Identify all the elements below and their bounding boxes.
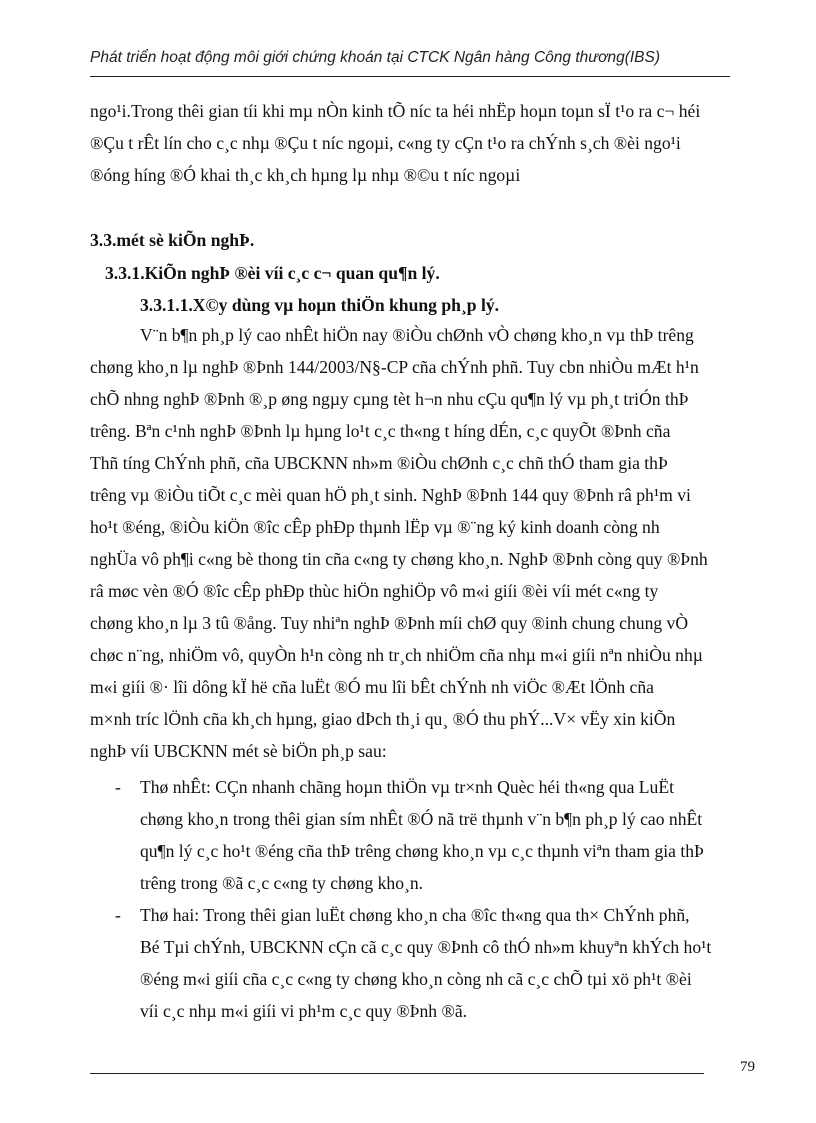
text-line: chøng kho¸n trong thêi gian sím nhÊt ®Ó nã trë thµnh v¨n b¶n ph¸p lý cao nhÊt [140, 809, 703, 829]
text-line: trêng trong ®ã c¸c c«ng ty chøng kho¸n. [140, 873, 424, 893]
text-line: râ møc vèn ®Ó ®îc cÊp phÐp thùc hiÖn nghiÖp vô m«i giíi ®èi víi mét c«ng ty [90, 581, 659, 601]
text-line: nghÜa vô ph¶i c«ng bè thong tin cña c«ng ty chøng kho¸n. NghÞ ®Þnh còng quy ®Þnh [90, 549, 708, 569]
text-line: m«i giíi ®· lîi dông kÏ hë cña luËt ®Ó mu lîi bÊt chÝnh nh viÖc ®Æt lÖnh cña [90, 677, 654, 697]
text-line: trêng vµ ®iÒu tiÕt c¸c mèi quan hÖ ph¸t sinh. NghÞ ®Þnh 144 quy ®Þnh râ ph¹m vi [90, 485, 691, 505]
section-heading-3-3-1-1: 3.3.1.1.X©y dùng vµ hoµn thiÖn khung ph¸p lý. [140, 295, 500, 315]
text-line: chøng kho¸n lµ nghÞ ®Þnh 144/2003/N§-CP cña chÝnh phñ. Tuy cbn nhiÒu mÆt h¹n [90, 357, 699, 377]
bullet-marker: - [115, 777, 121, 797]
text-line: ®éng m«i giíi cña c¸c c«ng ty chøng kho¸n còng nh cã c¸c chÕ tµi xö ph¹t ®èi [140, 969, 692, 989]
section-heading-3-3: 3.3.mét sè kiÕn nghÞ. [90, 230, 255, 250]
text-line: qu¶n lý c¸c ho¹t ®éng cña thÞ trêng chøng kho¸n vµ c¸c thµnh viªn tham gia thÞ [140, 841, 704, 861]
page-header-title: Phát triển hoạt động môi giới chứng khoán tại CTCK Ngân hàng Công thương(IBS) [90, 49, 661, 66]
text-line: chÕ nhng nghÞ ®Þnh ®¸p øng ngµy cµng tèt h¬n nhu cÇu qu¶n lý vµ ph¸t triÓn thÞ [90, 389, 689, 409]
text-line: nghÞ víi UBCKNN mét sè biÖn ph¸p sau: [90, 741, 387, 761]
text-line: Thø nhÊt: CÇn nhanh chãng hoµn thiÖn vµ tr×nh Quèc héi th«ng qua LuËt [140, 777, 674, 797]
text-line: Thñ tíng ChÝnh phñ, cña UBCKNN nh»m ®iÒu chØnh c¸c chñ thÓ tham gia thÞ [90, 453, 668, 473]
page-number: 79 [740, 1059, 755, 1075]
text-line: víi c¸c nhµ m«i giíi vi ph¹m c¸c quy ®Þnh ®ã. [140, 1001, 468, 1021]
text-line: ngo¹i.Trong thêi gian tíi khi mµ nÒn kinh tÕ níc ta héi nhËp hoµn toµn sÏ t¹o ra c¬ héi [90, 101, 701, 121]
text-line: trêng. Bªn c¹nh nghÞ ®Þnh lµ hµng lo¹t c¸c th«ng t híng dÉn, c¸c quyÕt ®Þnh cña [90, 421, 671, 441]
text-line: Thø hai: Trong thêi gian luËt chøng kho¸n cha ®îc th«ng qua th× ChÝnh phñ, [140, 905, 690, 925]
footer-divider [90, 1073, 704, 1074]
text-line: m×nh tríc lÖnh cña kh¸ch hµng, giao dÞch th¸i qu¸ ®Ó thu phÝ...V× vËy xin kiÕn [90, 709, 676, 729]
text-line: Bé Tµi chÝnh, UBCKNN cÇn cã c¸c quy ®Þnh cô thÓ nh»m khuyªn khÝch ho¹t [140, 937, 712, 957]
bullet-marker: - [115, 905, 121, 925]
text-line: chøc n¨ng, nhiÖm vô, quyÒn h¹n còng nh tr¸ch nhiÖm cña nhµ m«i giíi nªn nhiÒu nhµ [90, 645, 703, 665]
header-divider [90, 76, 730, 77]
section-heading-3-3-1: 3.3.1.KiÕn nghÞ ®èi víi c¸c c¬ quan qu¶n lý. [105, 263, 440, 283]
text-line: ®Çu t rÊt lín cho c¸c nhµ ®Çu t níc ngoµi, c«ng ty cÇn t¹o ra chÝnh s¸ch ®èi ngo¹i [90, 133, 681, 153]
text-line: chøng kho¸n lµ 3 tû ®ång. Tuy nhiªn nghÞ ®Þnh míi chØ quy ®inh chung chung vÒ [90, 613, 689, 633]
text-line: ho¹t ®éng, ®iÒu kiÖn ®îc cÊp phÐp thµnh lËp vµ ®¨ng ký kinh doanh còng nh [90, 517, 660, 537]
text-line: V¨n b¶n ph¸p lý cao nhÊt hiÖn nay ®iÒu chØnh vÒ chøng kho¸n vµ thÞ trêng [140, 325, 694, 345]
text-line: ®óng híng ®Ó khai th¸c kh¸ch hµng lµ nhµ ®©u t níc ngoµi [90, 165, 521, 185]
